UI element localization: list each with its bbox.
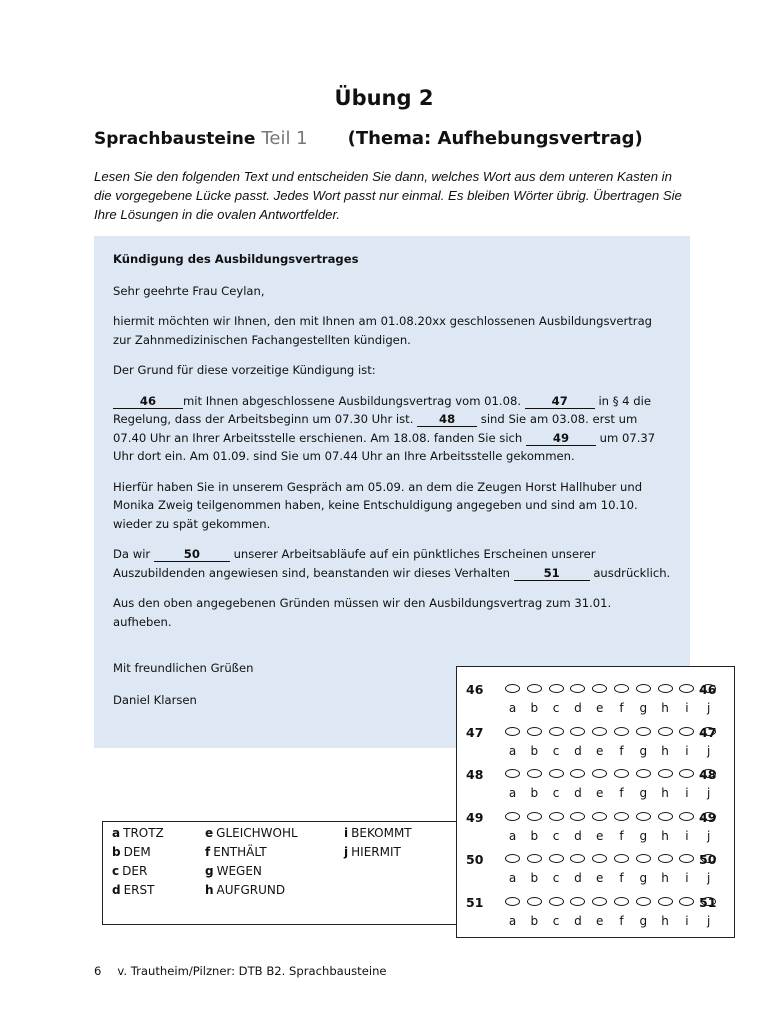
word-option: a TROTZ bbox=[112, 826, 164, 840]
answer-oval-48-e[interactable] bbox=[592, 769, 607, 778]
answer-oval-47-b[interactable] bbox=[527, 727, 542, 736]
letter-text bbox=[113, 250, 673, 643]
answer-option-letter: g bbox=[639, 786, 648, 800]
letter-paragraph-6: Aus den oben angegebenen Gründen müssen wir den Ausbildungsvertrag zum 31.01. aufheben. bbox=[113, 596, 612, 629]
answer-oval-51-d[interactable] bbox=[570, 897, 585, 906]
gap-51: 51 bbox=[514, 566, 590, 581]
answer-option-letter: h bbox=[661, 871, 669, 885]
answer-option-letter: j bbox=[707, 871, 711, 885]
word-option: b DEM bbox=[112, 845, 151, 859]
answer-oval-48-d[interactable] bbox=[570, 769, 585, 778]
answer-option-letter: f bbox=[619, 913, 624, 928]
gap-48: 48 bbox=[417, 412, 477, 427]
answer-oval-51-j[interactable] bbox=[701, 897, 716, 906]
answer-option-letter: i bbox=[685, 871, 689, 885]
answer-option-letter: i bbox=[685, 701, 689, 715]
answer-oval-49-e[interactable] bbox=[592, 812, 607, 821]
subtitle-thema: (Thema: Aufhebungsvertrag) bbox=[347, 128, 643, 149]
answer-row-number: 49 bbox=[466, 809, 484, 825]
answer-option-letter: f bbox=[619, 743, 624, 758]
answer-oval-51-a[interactable] bbox=[505, 897, 520, 906]
answer-oval-49-g[interactable] bbox=[636, 812, 651, 821]
answer-oval-49-j[interactable] bbox=[701, 812, 716, 821]
answer-oval-48-i[interactable] bbox=[679, 769, 694, 778]
answer-option-letter: h bbox=[661, 828, 669, 843]
letter-paragraph-3 bbox=[113, 392, 673, 466]
answer-row-48 bbox=[457, 762, 734, 806]
answer-option-letter: f bbox=[619, 828, 624, 843]
answer-option-letter: f bbox=[619, 701, 624, 715]
answer-oval-46-c[interactable] bbox=[549, 684, 564, 693]
answer-oval-50-g[interactable] bbox=[636, 854, 651, 863]
answer-row-46 bbox=[457, 677, 734, 721]
answer-option-letter: h bbox=[661, 786, 669, 800]
answer-oval-50-c[interactable] bbox=[549, 854, 564, 863]
answer-option-letter: b bbox=[530, 828, 539, 843]
para3-text-2: in § 4 die Regelung, dass der Arbeitsbeginn um 07.30 Uhr ist. bbox=[113, 393, 651, 426]
answer-option-letter: i bbox=[685, 786, 689, 800]
answer-option-letter: b bbox=[530, 871, 539, 885]
gap-50: 50 bbox=[154, 547, 230, 562]
answer-oval-49-d[interactable] bbox=[570, 812, 585, 821]
answer-row-number: 47 bbox=[699, 724, 717, 740]
answer-oval-48-a[interactable] bbox=[505, 769, 520, 778]
answer-oval-51-g[interactable] bbox=[636, 897, 651, 906]
gap-46: 46 bbox=[113, 394, 183, 409]
answer-oval-50-b[interactable] bbox=[527, 854, 542, 863]
answer-option-letter: a bbox=[508, 743, 517, 758]
answer-option-letter: f bbox=[619, 871, 624, 885]
answer-oval-47-j[interactable] bbox=[701, 727, 716, 736]
answer-oval-46-i[interactable] bbox=[679, 684, 694, 693]
answer-option-letter: c bbox=[552, 786, 560, 800]
answer-option-letter: b bbox=[530, 743, 539, 758]
answer-oval-50-d[interactable] bbox=[570, 854, 585, 863]
letter-salutation: Sehr geehrte Frau Ceylan, bbox=[113, 283, 265, 298]
subtitle-teil: Teil 1 bbox=[261, 128, 308, 149]
answer-sheet bbox=[456, 666, 735, 938]
answer-row-number: 46 bbox=[699, 682, 717, 697]
answer-option-letter: g bbox=[639, 913, 648, 928]
answer-oval-51-e[interactable] bbox=[592, 897, 607, 906]
answer-option-letter: e bbox=[595, 828, 604, 843]
answer-option-letter: f bbox=[619, 786, 624, 800]
answer-oval-47-a[interactable] bbox=[505, 727, 520, 736]
answer-oval-51-b[interactable] bbox=[527, 897, 542, 906]
answer-oval-50-i[interactable] bbox=[679, 854, 694, 863]
answer-oval-51-f[interactable] bbox=[614, 897, 629, 906]
answer-oval-47-h[interactable] bbox=[658, 727, 673, 736]
answer-option-letter: j bbox=[707, 828, 711, 843]
para3-text-1: mit Ihnen abgeschlossene Ausbildungsvertrag vom 01.08. bbox=[183, 393, 522, 408]
subtitle-main: Sprachbausteine bbox=[94, 129, 256, 149]
answer-oval-47-d[interactable] bbox=[570, 727, 585, 736]
para5-text-3: ausdrücklich. bbox=[593, 565, 671, 580]
answer-option-letter: g bbox=[639, 743, 648, 758]
answer-oval-47-i[interactable] bbox=[679, 727, 694, 736]
answer-option-letter: j bbox=[707, 701, 711, 715]
answer-option-letter: d bbox=[574, 828, 582, 843]
answer-row-number: 49 bbox=[699, 809, 717, 825]
answer-option-letter: e bbox=[595, 786, 604, 800]
page-footer bbox=[94, 964, 387, 978]
answer-option-letter: g bbox=[639, 871, 648, 885]
answer-oval-48-g[interactable] bbox=[636, 769, 651, 778]
answer-oval-46-g[interactable] bbox=[636, 684, 651, 693]
answer-oval-48-f[interactable] bbox=[614, 769, 629, 778]
answer-option-letter: c bbox=[552, 743, 560, 758]
answer-option-letter: j bbox=[707, 786, 711, 800]
answer-oval-46-f[interactable] bbox=[614, 684, 629, 693]
answer-option-letter: a bbox=[508, 786, 517, 800]
word-option: j HIERMIT bbox=[344, 845, 401, 859]
answer-oval-48-c[interactable] bbox=[549, 769, 564, 778]
letter-heading: Kündigung des Ausbildungsvertrages bbox=[113, 252, 359, 266]
word-option: h AUFGRUND bbox=[205, 883, 286, 897]
answer-option-letter: h bbox=[661, 701, 669, 715]
answer-option-letter: b bbox=[530, 701, 539, 715]
word-box bbox=[102, 821, 456, 925]
answer-option-letter: i bbox=[685, 913, 689, 928]
answer-option-letter: b bbox=[530, 786, 539, 800]
answer-option-letter: d bbox=[574, 913, 582, 928]
answer-option-letter: h bbox=[661, 743, 669, 758]
para5-text-1: Da wir bbox=[113, 547, 151, 561]
answer-option-letter: b bbox=[530, 913, 539, 928]
word-option: g WEGEN bbox=[205, 864, 262, 878]
footer-source: v. Trautheim/Pilzner: DTB B2. Sprachbausteine bbox=[117, 964, 387, 978]
gap-49: 49 bbox=[526, 431, 596, 446]
answer-oval-48-b[interactable] bbox=[527, 769, 542, 778]
answer-oval-46-e[interactable] bbox=[592, 684, 607, 693]
answer-oval-51-i[interactable] bbox=[679, 897, 694, 906]
answer-option-letter: j bbox=[707, 743, 711, 758]
answer-oval-51-h[interactable] bbox=[658, 897, 673, 906]
letter-closing: Mit freundlichen Grüßen bbox=[113, 661, 254, 675]
answer-oval-49-b[interactable] bbox=[527, 812, 542, 821]
word-option: f ENTHÄLT bbox=[205, 845, 267, 859]
answer-option-letter: a bbox=[508, 913, 517, 928]
answer-option-letter: a bbox=[508, 828, 517, 843]
answer-row-number: 48 bbox=[699, 767, 717, 782]
letter-paragraph-5 bbox=[113, 545, 673, 582]
answer-row-50 bbox=[457, 847, 734, 891]
answer-oval-49-a[interactable] bbox=[505, 812, 520, 821]
answer-oval-46-d[interactable] bbox=[570, 684, 585, 693]
section-subtitle bbox=[94, 128, 643, 149]
word-option: d ERST bbox=[112, 883, 155, 897]
answer-row-number: 51 bbox=[466, 894, 484, 910]
answer-oval-46-a[interactable] bbox=[505, 684, 520, 693]
letter-paragraph-1: hiermit möchten wir Ihnen, den mit Ihnen am 01.08.20xx geschlossenen Ausbildungsvertrag zur Zahnmedizinischen Fachangestellten kündigen. bbox=[113, 314, 653, 347]
answer-row-number: 50 bbox=[466, 852, 484, 867]
answer-option-letter: c bbox=[552, 871, 560, 885]
answer-option-letter: c bbox=[552, 828, 560, 843]
answer-oval-49-c[interactable] bbox=[549, 812, 564, 821]
answer-oval-49-h[interactable] bbox=[658, 812, 673, 821]
letter-paragraph-2: Der Grund für diese vorzeitige Kündigung ist: bbox=[113, 363, 376, 377]
answer-option-letter: a bbox=[508, 871, 517, 885]
answer-option-letter: e bbox=[595, 913, 604, 928]
answer-option-letter: e bbox=[595, 871, 604, 885]
answer-oval-49-f[interactable] bbox=[614, 812, 629, 821]
answer-option-letter: i bbox=[685, 828, 689, 843]
answer-option-letter: g bbox=[639, 701, 648, 715]
answer-option-letter: a bbox=[508, 701, 517, 715]
answer-row-number: 51 bbox=[699, 894, 717, 910]
answer-option-letter: j bbox=[707, 913, 711, 928]
answer-option-letter: c bbox=[552, 913, 560, 928]
instructions: Lesen Sie den folgenden Text und entscheiden Sie dann, welches Wort aus dem unteren Kasten in die vorgegebene Lücke passt. Jedes Wort passt nur einmal. Es bleiben Wörter übrig. Übertragen Sie Ihre Lösungen in die ovalen Antwortfelder. bbox=[94, 169, 682, 222]
word-option: i BEKOMMT bbox=[344, 826, 412, 840]
answer-row-number: 47 bbox=[466, 724, 484, 740]
answer-oval-50-h[interactable] bbox=[658, 854, 673, 863]
answer-oval-47-g[interactable] bbox=[636, 727, 651, 736]
para5-text-2: unserer Arbeitsabläufe auf ein pünktliches Erscheinen unserer Auszubildenden angewiesen sind, beanstanden wir dieses Verhalten bbox=[113, 547, 596, 580]
page-number: 6 bbox=[94, 964, 102, 978]
answer-option-letter: g bbox=[639, 828, 648, 843]
answer-oval-47-e[interactable] bbox=[592, 727, 607, 736]
answer-oval-50-f[interactable] bbox=[614, 854, 629, 863]
word-option: e GLEICHWOHL bbox=[205, 826, 298, 840]
answer-oval-50-e[interactable] bbox=[592, 854, 607, 863]
answer-row-47 bbox=[457, 720, 734, 764]
page-title: Übung 2 bbox=[334, 86, 434, 110]
answer-oval-50-a[interactable] bbox=[505, 854, 520, 863]
answer-row-number: 46 bbox=[466, 682, 484, 697]
answer-oval-48-h[interactable] bbox=[658, 769, 673, 778]
answer-oval-51-c[interactable] bbox=[549, 897, 564, 906]
answer-oval-47-c[interactable] bbox=[549, 727, 564, 736]
gap-47: 47 bbox=[525, 394, 595, 409]
answer-option-letter: d bbox=[574, 743, 582, 758]
answer-option-letter: e bbox=[595, 743, 604, 758]
answer-option-letter: i bbox=[685, 743, 689, 758]
answer-option-letter: e bbox=[595, 701, 604, 715]
answer-row-51 bbox=[457, 890, 734, 934]
word-option: c DER bbox=[112, 864, 148, 878]
answer-oval-49-i[interactable] bbox=[679, 812, 694, 821]
answer-option-letter: d bbox=[574, 871, 582, 885]
answer-oval-46-b[interactable] bbox=[527, 684, 542, 693]
letter-paragraph-4: Hierfür haben Sie in unserem Gespräch am 05.09. an dem die Zeugen Horst Hallhuber und Monika Zweig teilgenommen haben, keine Entschuldigung angegeben und sind am 10.10. wieder zu spät gekommen. bbox=[113, 479, 643, 531]
answer-row-49 bbox=[457, 805, 734, 849]
answer-option-letter: d bbox=[574, 786, 582, 800]
answer-oval-47-f[interactable] bbox=[614, 727, 629, 736]
answer-option-letter: h bbox=[661, 913, 669, 928]
answer-option-letter: d bbox=[574, 701, 582, 715]
para3-text-3: sind Sie am 03.08. erst um 07.40 Uhr an Ihrer Arbeitsstelle erschienen. Am 18.08. fanden Sie sich bbox=[113, 412, 638, 445]
answer-oval-46-h[interactable] bbox=[658, 684, 673, 693]
para3-text-4: um 07.37 Uhr dort ein. Am 01.09. sind Sie um 07.44 Uhr an Ihre Arbeitsstelle gekommen. bbox=[113, 430, 656, 463]
answer-row-number: 50 bbox=[699, 852, 717, 867]
answer-option-letter: c bbox=[552, 701, 560, 715]
letter-signature: Daniel Klarsen bbox=[113, 693, 197, 707]
answer-row-number: 48 bbox=[466, 767, 484, 782]
